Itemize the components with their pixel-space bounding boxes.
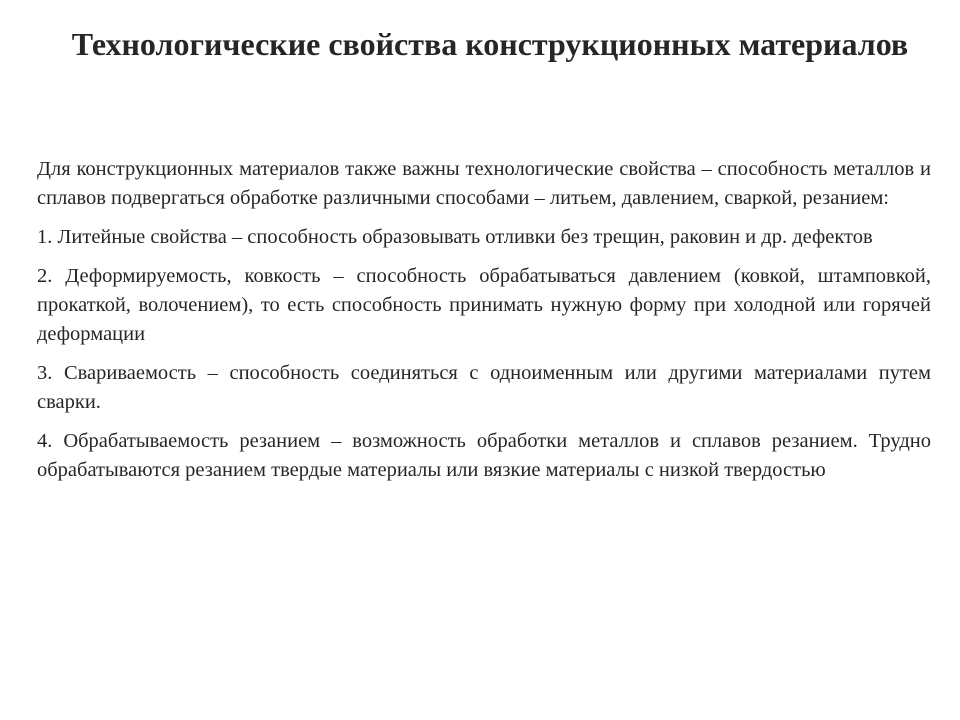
deformability-paragraph: 2. Деформируемость, ковкость – способность обрабатываться давлением (ковкой, штамповкой, прокаткой, волочением), то есть способность принимать нужную форму при холодной или горячей деформации xyxy=(37,265,931,345)
slide-body xyxy=(37,155,931,495)
machinability-paragraph: 4. Обрабатываемость резанием – возможность обработки металлов и сплавов резанием. Трудно обрабатываются резанием твердые материалы или вязкие материалы с низкой твердостью xyxy=(37,430,931,481)
casting-properties-paragraph: 1. Литейные свойства – способность образовывать отливки без трещин, раковин и др. дефектов xyxy=(37,226,873,248)
slide-title: Технологические свойства конструкционных материалов xyxy=(71,26,909,62)
intro-paragraph: Для конструкционных материалов также важны технологические свойства – способность металлов и сплавов подвергаться обработке различными способами – литьем, давлением, сваркой, резанием: xyxy=(37,158,931,209)
weldability-paragraph: 3. Свариваемость – способность соединяться с одноименным или другими материалами путем сварки. xyxy=(37,362,931,413)
